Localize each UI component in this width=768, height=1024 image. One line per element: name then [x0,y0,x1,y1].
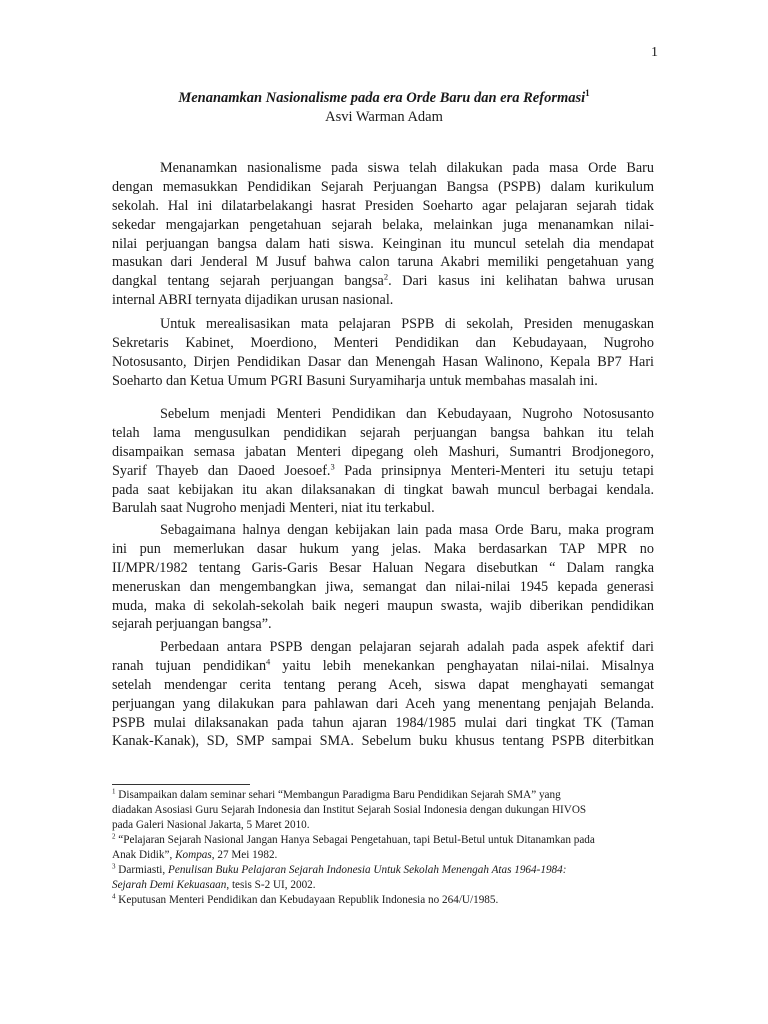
footnote-2 [112,833,654,848]
paragraph-1 [112,159,654,310]
paragraph-line: Soeharto dan Ketua Umum PGRI Basuni Suryamiharja untuk membahas masalah ini. [112,372,598,389]
line-text: yaitu lebih menekankan penghayatan nilai-nilai. Misalnya [270,657,654,674]
footnote-marker: 2 [383,271,389,282]
footnote-number: 2 [112,832,116,841]
paragraph-line: sejarah perjuangan bangsa”. [112,616,272,633]
paragraph-line: Sebelum menjadi Menteri Pendidikan dan Kebudayaan, Nugroho Notosusanto [160,406,654,422]
paragraph-3 [112,405,654,518]
document-author: Asvi Warman Adam [325,109,443,125]
paragraph-line: Notosusanto, Dirjen Pendidikan Dasar dan Menengah Hasan Walinono, Kepala BP7 Hari [112,353,654,370]
line-text: ranah tujuan pendidikan [112,657,267,674]
footnote-text: Darmiasti, [115,864,169,876]
footnote-number: 4 [112,892,116,901]
footnote-marker: 4 [266,656,271,667]
paragraph-line: Sekretaris Kabinet, Moerdiono, Menteri Pendidikan dan Kebudayaan, Nugroho [112,334,654,351]
footnote-number: 1 [112,787,116,796]
paragraph-line [112,272,654,291]
footnote-source: Sejarah Demi Kekuasaan [112,879,227,891]
footnote-4 [112,893,654,908]
footnote-1-cont: pada Galeri Nasional Jakarta, 5 Maret 2010. [112,819,310,831]
footnote-1 [112,788,654,803]
title-text: Menanamkan Nasionalisme pada era Orde Baru dan era Reformasi [178,90,586,106]
footnote-marker: 3 [330,460,335,471]
footnote-text: , tesis S-2 UI, 2002. [226,879,316,891]
line-text: dangkal tentang sejarah perjuangan bangsa [112,273,384,290]
paragraph-line: PSPB mulai dilaksanakan pada tahun ajaran 1984/1985 mulai dari tingkat TK (Taman [112,714,654,731]
footnote-text: , 27 Mei 1982. [211,849,278,861]
line-text: Pada prinsipnya Menteri-Menteri itu setuju tetapi [334,462,654,479]
paragraph-line: nilai perjuangan bangsa dalam hati siswa. Keinginan itu muncul setelah dia mendapat [112,235,654,252]
paragraph-line: internal ABRI ternyata dijadikan urusan nasional. [112,292,394,309]
footnote-text: “Pelajaran Sejarah Nasional Jangan Hanya Sebagai Pengetahuan, tapi Betul-Betul untuk Ditanamkan pada [115,834,595,846]
paragraph-line: muda, maka di sekolah-sekolah baik negeri maupun swasta, wajib diberikan pendidikan [112,597,654,614]
footnote-text: Anak Didik”, [112,849,176,861]
line-text: Syarif Thayeb dan Daoed Joesoef. [112,462,331,479]
paragraph-line: dengan memasukkan Pendidikan Sejarah Perjuangan Bangsa (PSPB) dalam kurikulum [112,178,654,195]
footnote-text: Keputusan Menteri Pendidikan dan Kebudayaan Republik Indonesia no 264/U/1985. [115,894,499,906]
paragraph-line: Kanak-Kanak), SD, SMP sampai SMA. Sebelum buku khusus tentang PSPB diterbitkan [112,733,654,750]
paragraph-line: pada saat kebijakan itu akan dilaksanakan di tingkat bawah muncul berbagai kendala. [112,481,654,498]
paragraph-line: meneruskan dan mengembangkan jiwa, semangat dan nilai-nilai 1945 kepada generasi [112,578,654,595]
footnote-2-cont [112,848,654,863]
paragraph-line: II/MPR/1982 tentang Garis-Garis Besar Haluan Negara disebutkan “ Dalam rangka [112,559,654,576]
paragraph-line: disampaikan semasa jabatan Menteri dipegang oleh Mashuri, Sumantri Brodjonegoro, [112,443,654,460]
paragraph-line: sekolah. Hal ini dilatarbelakangi hasrat Presiden Soeharto agar pelajaran sejarah tidak [112,197,654,214]
paragraph-line [112,657,654,676]
paragraph-line: Barulah saat Nugroho menjadi Menteri, niat itu terkabul. [112,500,435,517]
footnote-separator [112,784,250,785]
footnote-source: Kompas [175,849,212,861]
paragraph-line [112,462,654,481]
paragraph-line: ini pun memerlukan dasar hukum yang jelas. Maka berdasarkan TAP MPR no [112,540,654,557]
paragraph-line: setelah mendengar cerita tentang perang Aceh, siswa dapat menghayati semangat [112,676,654,693]
footnote-1-cont: diadakan Asosiasi Guru Sejarah Indonesia dan Institut Sejarah Sosial Indonesia dengan dukungan HIVOS [112,804,587,816]
paragraph-line: Menanamkan nasionalisme pada siswa telah dilakukan pada masa Orde Baru [160,160,654,176]
paragraph-line: Perbedaan antara PSPB dengan pelajaran sejarah adalah pada aspek afektif dari [160,639,654,655]
paragraph-line: Sebagaimana halnya dengan kebijakan lain pada masa Orde Baru, maka program [160,522,654,538]
document-title [0,90,768,107]
line-text: . Dari kasus ini kelihatan bahwa urusan [388,273,654,290]
footnote-3-cont [112,878,654,893]
paragraph-4 [112,521,654,634]
paragraph-2 [112,315,654,391]
paragraph-line: masukan dari Jenderal M Jusuf bahwa calon taruna Akabri memiliki pengetahuan yang [112,254,654,271]
paragraph-line: sekedar mengajarkan pengetahuan sejarah belaka, melainkan juga menanamkan nilai- [112,216,654,233]
paragraph-5 [112,638,654,751]
paragraph-line: telah lama mengusulkan pendidikan sejarah perjuangan bangsa bahkan itu telah [112,424,654,441]
footnote-text: Disampaikan dalam seminar sehari “Membangun Paradigma Baru Pendidikan Sejarah SMA” yang [115,789,561,801]
page-number: 1 [651,45,658,60]
paragraph-line: perjuangan yang dilakukan para pahlawan dari Aceh yang menentang penjajah Belanda. [112,695,654,712]
title-footnote-marker: 1 [585,88,590,99]
footnotes [112,788,654,908]
footnote-number: 3 [112,862,116,871]
footnote-source: Penulisan Buku Pelajaran Sejarah Indonesia Untuk Sekolah Menengah Atas 1964-1984: [168,864,567,876]
paragraph-line: Untuk merealisasikan mata pelajaran PSPB di sekolah, Presiden menugaskan [160,316,654,332]
footnote-3 [112,863,654,878]
